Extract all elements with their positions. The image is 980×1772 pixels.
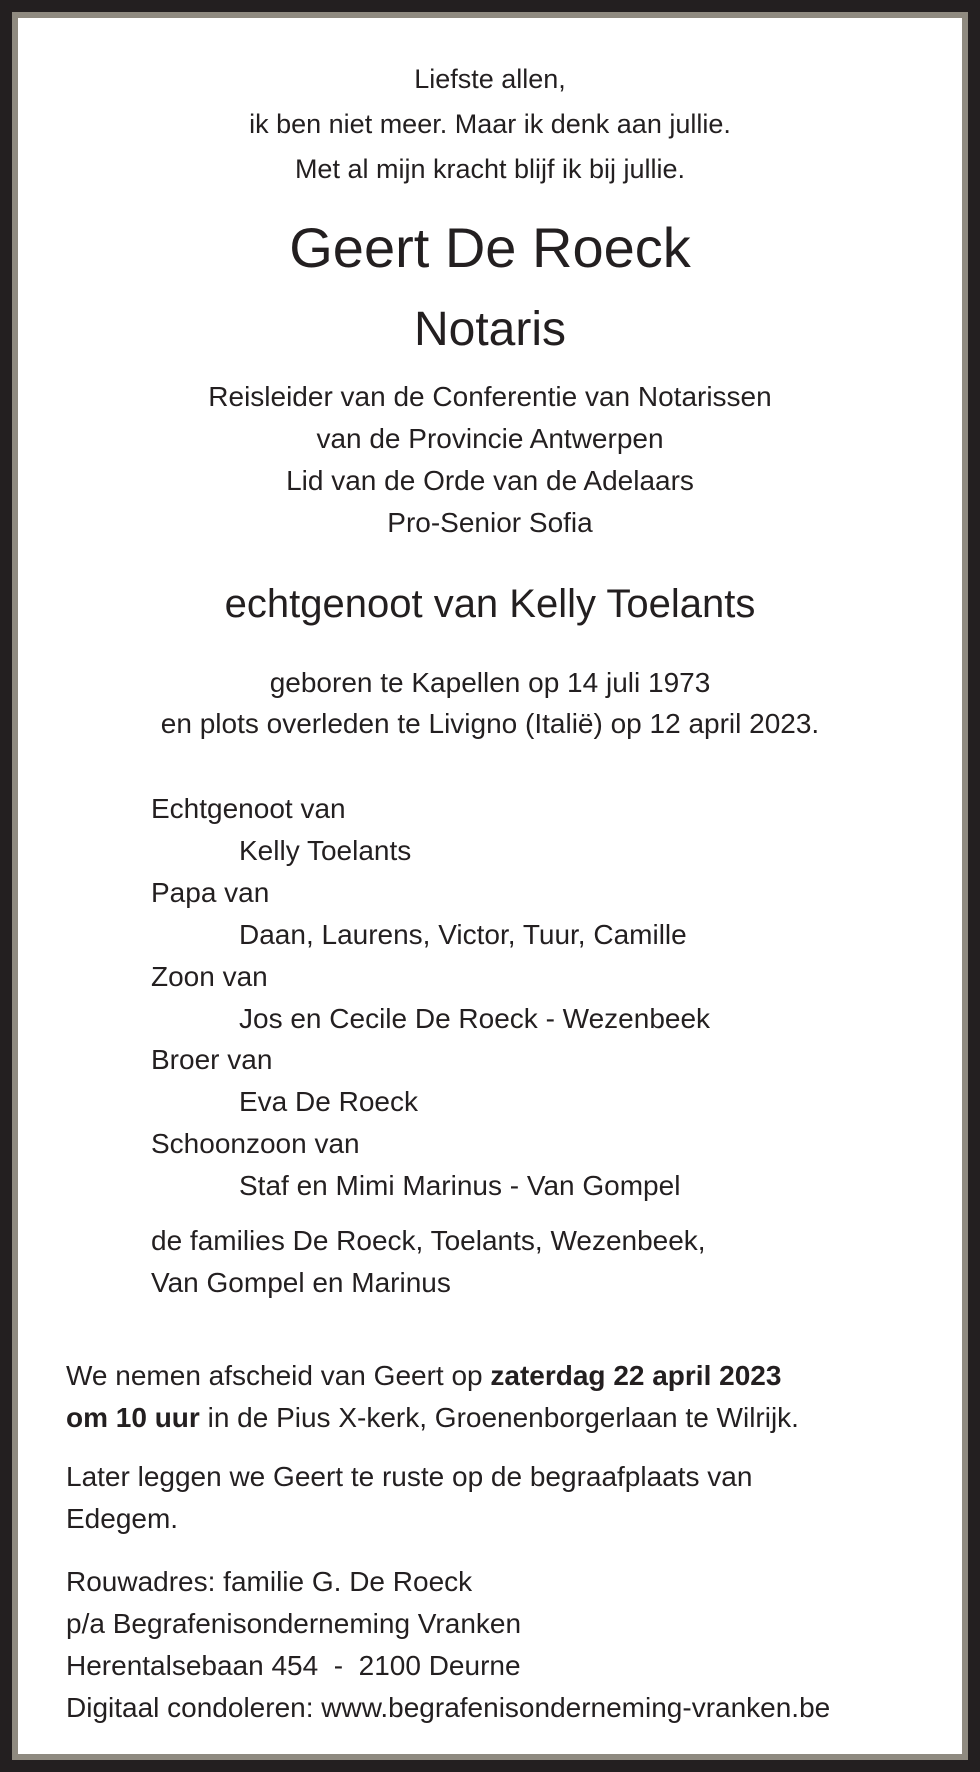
spouse-line: echtgenoot van Kelly Toelants [224, 582, 756, 626]
relation-names: Jos en Cecile De Roeck - Wezenbeek [239, 1002, 711, 1034]
intro-line: Liefste allen, [414, 64, 566, 94]
relation-names: Eva De Roeck [239, 1086, 418, 1118]
relation-names: Daan, Laurens, Victor, Tuur, Camille [239, 918, 687, 950]
relation-label: Papa van [151, 876, 270, 908]
burial-info [66, 1456, 752, 1540]
farewell-line [66, 1397, 799, 1439]
farewell-time: om 10 uur [66, 1402, 200, 1433]
farewell-location: in de Pius X-kerk, Groenenborgerlaan te Wilrijk. [199, 1402, 799, 1433]
deceased-name: Geert De Roeck [289, 216, 691, 279]
roles-list [0, 376, 980, 544]
role-line: Reisleider van de Conferentie van Notarissen [208, 381, 772, 412]
address-line: Herentalsebaan 454 - 2100 Deurne [66, 1650, 521, 1681]
role-line: Lid van de Orde van de Adelaars [286, 465, 694, 496]
profession-title: Notaris [413, 303, 567, 356]
relation-label: Zoon van [151, 960, 268, 992]
burial-line: Later leggen we Geert te ruste op de begraafplaats van [66, 1461, 753, 1492]
role-line: Pro-Senior Sofia [387, 507, 593, 538]
address-line: p/a Begrafenisonderneming Vranken [66, 1608, 522, 1639]
farewell-line [66, 1355, 799, 1397]
burial-line: Edegem. [66, 1503, 179, 1534]
relation-names: Staf en Mimi Marinus - Van Gompel [239, 1170, 681, 1202]
intro-line: Met al mijn kracht blijf ik bij jullie. [294, 154, 686, 184]
farewell-date: zaterdag 22 april 2023 [490, 1360, 782, 1391]
address-line: Rouwadres: familie G. De Roeck [66, 1566, 473, 1597]
intro-line: ik ben niet meer. Maar ik denk aan jullie. [249, 109, 731, 139]
birth-line: geboren te Kapellen op 14 juli 1973 [269, 667, 711, 698]
relation-label: Schoonzoon van [151, 1128, 360, 1160]
relation-label: Echtgenoot van [151, 793, 346, 824]
intro-quote [0, 57, 980, 192]
mourning-address [66, 1561, 830, 1729]
relation-names: Kelly Toelants [239, 834, 412, 866]
families-line: Van Gompel en Marinus [151, 1267, 451, 1298]
families-line: de families De Roeck, Toelants, Wezenbeek, [151, 1225, 706, 1256]
farewell-pre: We nemen afscheid van Geert op [66, 1360, 491, 1391]
death-line: en plots overleden te Livigno (Italië) op 12 april 2023. [160, 708, 820, 739]
condolence-website: Digitaal condoleren: www.begrafenisonderneming-vranken.be [66, 1692, 831, 1723]
relation-label: Broer van [151, 1044, 273, 1076]
relations-list [151, 788, 710, 1207]
families-list [151, 1220, 706, 1304]
role-line: van de Provincie Antwerpen [316, 423, 664, 454]
birth-death-info [0, 662, 980, 744]
farewell-info [66, 1355, 799, 1439]
